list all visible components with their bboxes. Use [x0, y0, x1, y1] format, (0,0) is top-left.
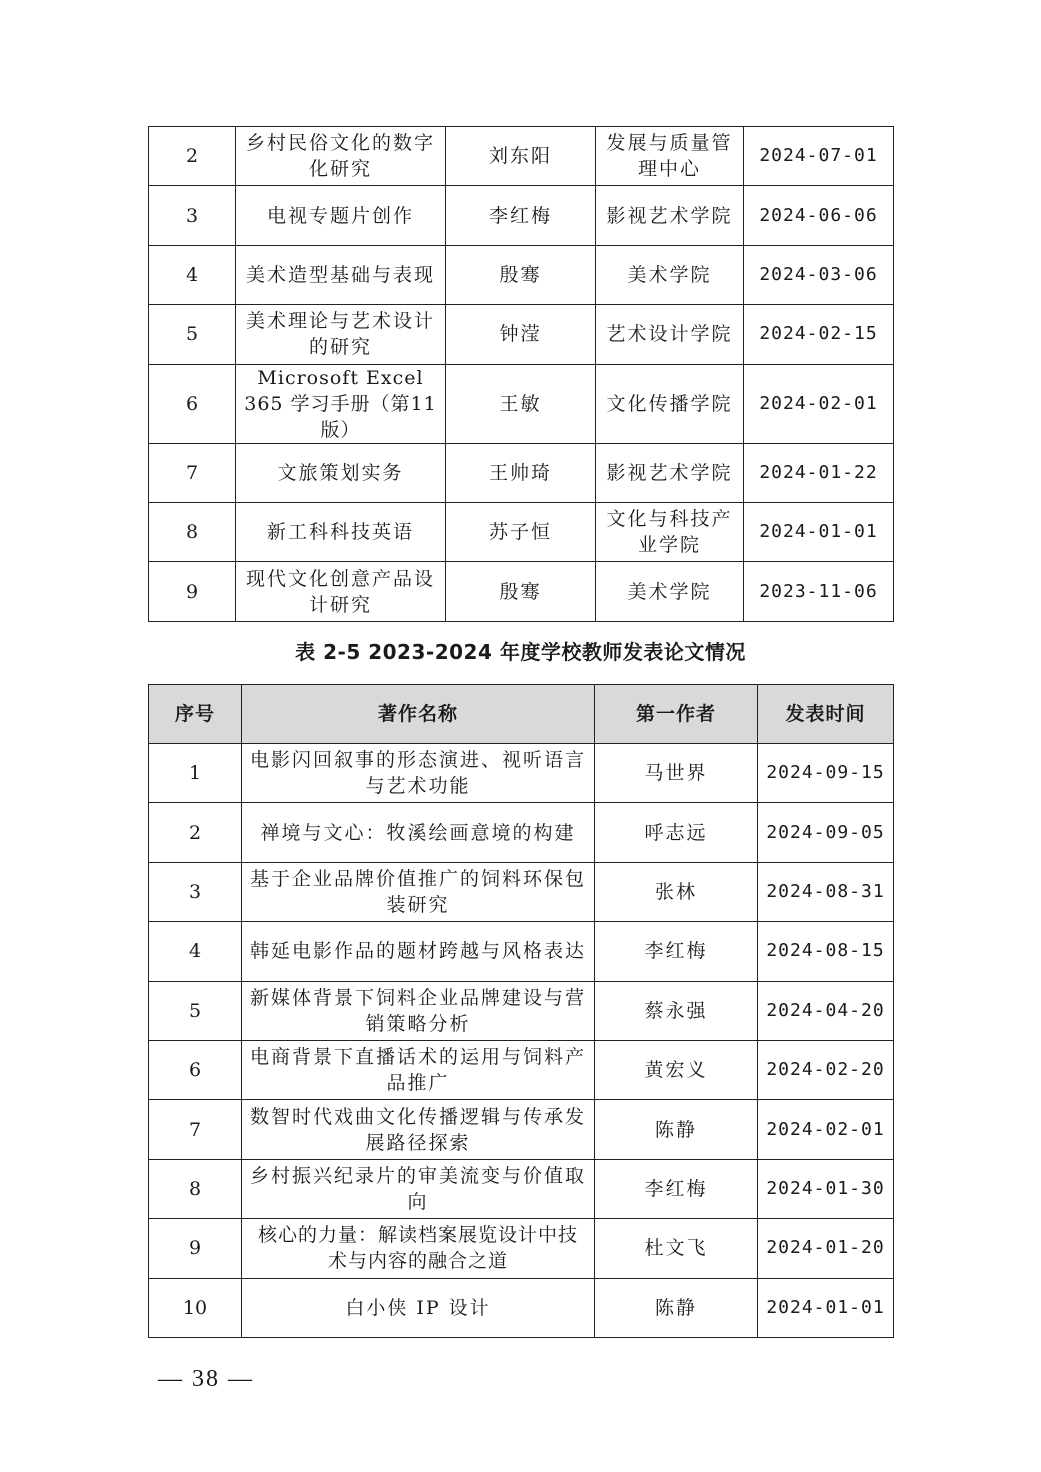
table-row: [149, 922, 894, 981]
author-name: 李红梅: [595, 1159, 758, 1218]
row-number: 7: [149, 443, 236, 502]
paper-title: 新媒体背景下饲料企业品牌建设与营销策略分析: [242, 981, 595, 1040]
author-name: 李红梅: [595, 922, 758, 981]
author-name: 张林: [595, 862, 758, 921]
row-number: 5: [149, 981, 242, 1040]
author-name: 王帅琦: [446, 443, 596, 502]
table-row: [149, 443, 894, 502]
book-title: 现代文化创意产品设计研究: [236, 562, 446, 621]
table-row: [149, 245, 894, 304]
row-number: 4: [149, 245, 236, 304]
row-number: 8: [149, 1159, 242, 1218]
publish-date: 2024-02-20: [758, 1040, 894, 1099]
row-number: 5: [149, 305, 236, 364]
author-name: 殷骞: [446, 562, 596, 621]
publish-date: 2024-04-20: [758, 981, 894, 1040]
publish-date: 2024-08-15: [758, 922, 894, 981]
author-name: 钟滢: [446, 305, 596, 364]
paper-title: 电商背景下直播话术的运用与饲料产品推广: [242, 1040, 595, 1099]
page-number: — 38 —: [158, 1366, 254, 1392]
row-number: 2: [149, 803, 242, 862]
publish-date: 2024-06-06: [744, 186, 894, 245]
book-title: 新工科科技英语: [236, 502, 446, 561]
paper-title: 电影闪回叙事的形态演进、视听语言与艺术功能: [242, 744, 595, 803]
department: 影视艺术学院: [596, 443, 744, 502]
book-title: Microsoft Excel 365 学习手册（第11版）: [236, 364, 446, 443]
row-number: 7: [149, 1100, 242, 1159]
row-number: 2: [149, 127, 236, 186]
table-row: [149, 127, 894, 186]
author-name: 杜文飞: [595, 1219, 758, 1278]
publish-date: 2024-09-05: [758, 803, 894, 862]
author-name: 马世界: [595, 744, 758, 803]
table-row: [149, 981, 894, 1040]
row-number: 8: [149, 502, 236, 561]
paper-title: 韩延电影作品的题材跨越与风格表达: [242, 922, 595, 981]
publish-date: 2024-01-20: [758, 1219, 894, 1278]
publish-date: 2024-09-15: [758, 744, 894, 803]
department: 发展与质量管理中心: [596, 127, 744, 186]
row-number: 9: [149, 1219, 242, 1278]
author-name: 刘东阳: [446, 127, 596, 186]
row-number: 3: [149, 186, 236, 245]
row-number: 10: [149, 1278, 242, 1337]
paper-title: 基于企业品牌价值推广的饲料环保包装研究: [242, 862, 595, 921]
header-number: 序号: [149, 685, 242, 744]
table-row: [149, 1040, 894, 1099]
table-row: [149, 186, 894, 245]
row-number: 6: [149, 364, 236, 443]
author-name: 呼志远: [595, 803, 758, 862]
book-title: 文旅策划实务: [236, 443, 446, 502]
author-name: 李红梅: [446, 186, 596, 245]
publish-date: 2024-02-01: [758, 1100, 894, 1159]
paper-title: 禅境与文心：牧溪绘画意境的构建: [242, 803, 595, 862]
row-number: 9: [149, 562, 236, 621]
department: 艺术设计学院: [596, 305, 744, 364]
publish-date: 2023-11-06: [744, 562, 894, 621]
publish-date: 2024-01-30: [758, 1159, 894, 1218]
publish-date: 2024-01-01: [758, 1278, 894, 1337]
table-row: [149, 803, 894, 862]
table-row: [149, 1278, 894, 1337]
author-name: 黄宏义: [595, 1040, 758, 1099]
header-title: 著作名称: [242, 685, 595, 744]
table-row: [149, 744, 894, 803]
author-name: 殷骞: [446, 245, 596, 304]
table-caption: 表 2-5 2023-2024 年度学校教师发表论文情况: [295, 640, 746, 664]
paper-title: 乡村振兴纪录片的审美流变与价值取向: [242, 1159, 595, 1218]
table-row: [149, 502, 894, 561]
table-row: [149, 1219, 894, 1278]
department: 影视艺术学院: [596, 186, 744, 245]
department: 文化与科技产业学院: [596, 502, 744, 561]
department: 美术学院: [596, 562, 744, 621]
book-title: 美术理论与艺术设计的研究: [236, 305, 446, 364]
table-header-row: [149, 685, 894, 744]
table-row: [149, 862, 894, 921]
publish-date: 2024-01-22: [744, 443, 894, 502]
publish-date: 2024-02-15: [744, 305, 894, 364]
department: 美术学院: [596, 245, 744, 304]
publish-date: 2024-02-01: [744, 364, 894, 443]
book-title: 美术造型基础与表现: [236, 245, 446, 304]
author-name: 苏子恒: [446, 502, 596, 561]
author-name: 陈静: [595, 1278, 758, 1337]
paper-title: 白小侠 IP 设计: [242, 1278, 595, 1337]
publish-date: 2024-08-31: [758, 862, 894, 921]
publish-date: 2024-07-01: [744, 127, 894, 186]
header-author: 第一作者: [595, 685, 758, 744]
header-date: 发表时间: [758, 685, 894, 744]
table-row: [149, 562, 894, 621]
table-row: [149, 1100, 894, 1159]
book-title: 电视专题片创作: [236, 186, 446, 245]
table-row: [149, 1159, 894, 1218]
department: 文化传播学院: [596, 364, 744, 443]
paper-title: 数智时代戏曲文化传播逻辑与传承发展路径探索: [242, 1100, 595, 1159]
publish-date: 2024-03-06: [744, 245, 894, 304]
books-table-continued: [148, 126, 894, 622]
papers-table: [148, 684, 894, 1338]
book-title: 乡村民俗文化的数字化研究: [236, 127, 446, 186]
author-name: 陈静: [595, 1100, 758, 1159]
publish-date: 2024-01-01: [744, 502, 894, 561]
paper-title: 核心的力量：解读档案展览设计中技术与内容的融合之道: [242, 1219, 595, 1278]
author-name: 蔡永强: [595, 981, 758, 1040]
row-number: 4: [149, 922, 242, 981]
table-row: [149, 305, 894, 364]
author-name: 王敏: [446, 364, 596, 443]
row-number: 6: [149, 1040, 242, 1099]
row-number: 3: [149, 862, 242, 921]
table-row: [149, 364, 894, 443]
row-number: 1: [149, 744, 242, 803]
